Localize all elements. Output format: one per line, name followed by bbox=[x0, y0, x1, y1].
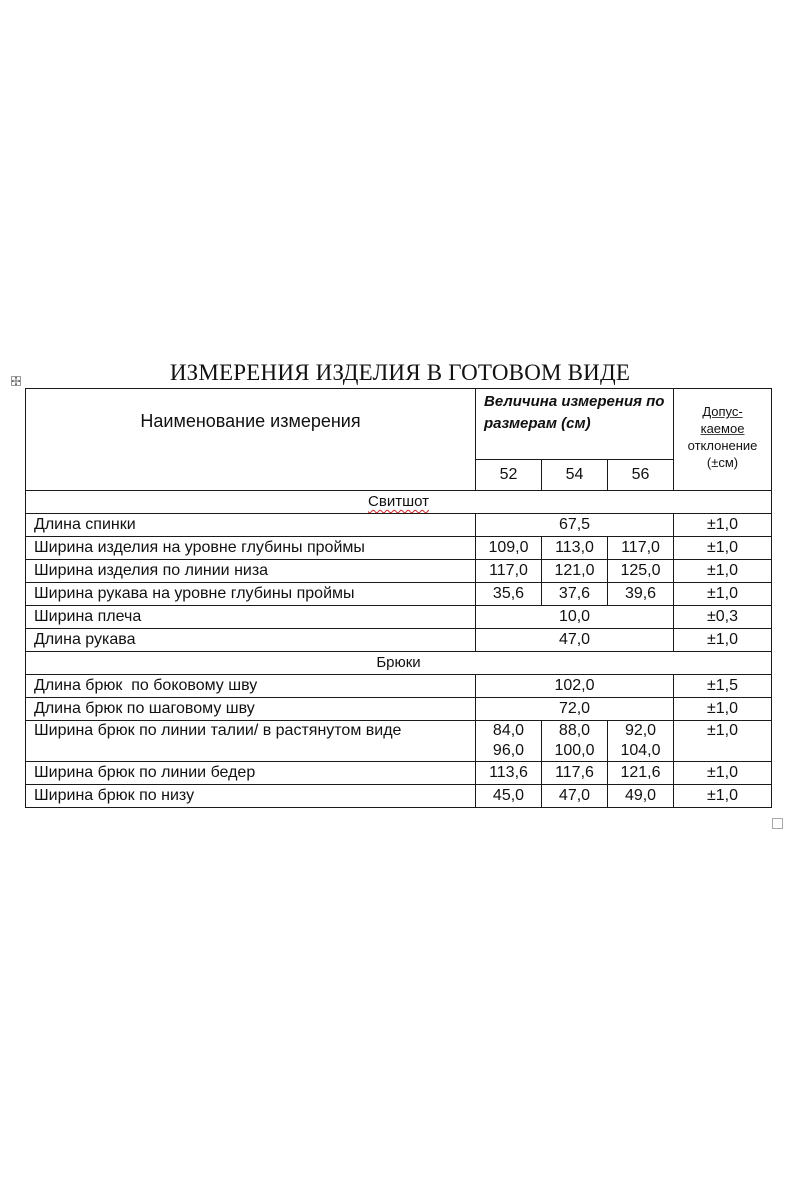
header-size-group: Величина измерения по размерам (см) bbox=[476, 389, 674, 460]
table-row bbox=[26, 721, 772, 762]
value-plain: 92,0 bbox=[624, 722, 657, 739]
table-row bbox=[26, 560, 772, 583]
table-row bbox=[26, 762, 772, 785]
measurement-value-52: 45,0 bbox=[476, 785, 542, 808]
tolerance-value: ±1,0 bbox=[674, 629, 772, 652]
header-measurement-name: Наименование измерения bbox=[26, 389, 476, 491]
measurement-name: Длина брюк по шаговому шву bbox=[26, 698, 476, 721]
measurement-value-merged: 47,0 bbox=[476, 629, 674, 652]
tolerance-value: ±1,0 bbox=[674, 583, 772, 606]
measurement-value-52: 113,6 bbox=[476, 762, 542, 785]
measurement-value-52: 109,0 bbox=[476, 537, 542, 560]
header-tolerance-line1: Допус- bbox=[702, 404, 743, 419]
measurement-value-54: 47,0 bbox=[542, 785, 608, 808]
value-stretched: 104,0 bbox=[620, 742, 661, 759]
header-tolerance-line3: отклонение bbox=[687, 438, 758, 453]
measurement-value-54: 113,0 bbox=[542, 537, 608, 560]
measurement-value-52: 35,6 bbox=[476, 583, 542, 606]
table-header-row bbox=[26, 389, 772, 460]
section-label-text: Свитшот bbox=[368, 493, 429, 510]
measurement-name: Ширина рукава на уровне глубины проймы bbox=[26, 583, 476, 606]
measurement-value-merged: 102,0 bbox=[476, 675, 674, 698]
measurement-name: Ширина плеча bbox=[26, 606, 476, 629]
measurement-name: Ширина брюк по низу bbox=[26, 785, 476, 808]
section-label bbox=[26, 491, 772, 514]
measurement-value-56: 117,0 bbox=[608, 537, 674, 560]
tolerance-value: ±1,0 bbox=[674, 560, 772, 583]
header-tolerance-line4: (±см) bbox=[706, 455, 739, 470]
tolerance-value: ±1,0 bbox=[674, 762, 772, 785]
size-56: 56 bbox=[608, 460, 674, 491]
tolerance-value: ±1,0 bbox=[674, 721, 772, 762]
measurement-value-56: 49,0 bbox=[608, 785, 674, 808]
measurement-value-56 bbox=[608, 721, 674, 762]
measurement-name: Длина спинки bbox=[26, 514, 476, 537]
size-52: 52 bbox=[476, 460, 542, 491]
measurement-value-52: 117,0 bbox=[476, 560, 542, 583]
section-row-trousers bbox=[26, 652, 772, 675]
value-stretched: 100,0 bbox=[554, 742, 595, 759]
value-plain: 88,0 bbox=[558, 722, 591, 739]
measurement-value-merged: 10,0 bbox=[476, 606, 674, 629]
tolerance-value: ±1,0 bbox=[674, 514, 772, 537]
table-row bbox=[26, 629, 772, 652]
table-row bbox=[26, 514, 772, 537]
tolerance-value: ±1,0 bbox=[674, 698, 772, 721]
section-label: Брюки bbox=[26, 652, 772, 675]
measurement-value-56: 121,6 bbox=[608, 762, 674, 785]
measurement-value-54 bbox=[542, 721, 608, 762]
measurement-value-merged: 67,5 bbox=[476, 514, 674, 537]
table-row bbox=[26, 785, 772, 808]
measurement-value-52 bbox=[476, 721, 542, 762]
tolerance-value: ±0,3 bbox=[674, 606, 772, 629]
table-row bbox=[26, 675, 772, 698]
table-move-handle-icon[interactable] bbox=[11, 376, 21, 386]
table-row bbox=[26, 698, 772, 721]
measurement-value-merged: 72,0 bbox=[476, 698, 674, 721]
measurement-value-56: 125,0 bbox=[608, 560, 674, 583]
measurement-name: Длина рукава bbox=[26, 629, 476, 652]
header-tolerance bbox=[674, 389, 772, 491]
value-plain: 84,0 bbox=[492, 722, 525, 739]
tolerance-value: ±1,0 bbox=[674, 785, 772, 808]
table-row bbox=[26, 606, 772, 629]
page-title: ИЗМЕРЕНИЯ ИЗДЕЛИЯ В ГОТОВОМ ВИДЕ bbox=[169, 360, 631, 385]
measurement-value-56: 39,6 bbox=[608, 583, 674, 606]
measurement-value-54: 37,6 bbox=[542, 583, 608, 606]
table-row bbox=[26, 583, 772, 606]
measurements-table bbox=[25, 388, 772, 808]
value-stretched: 96,0 bbox=[492, 742, 525, 759]
size-54: 54 bbox=[542, 460, 608, 491]
section-row-sweatshirt bbox=[26, 491, 772, 514]
measurement-name: Ширина брюк по линии бедер bbox=[26, 762, 476, 785]
header-tolerance-line2: каемое bbox=[700, 421, 745, 436]
table-row bbox=[26, 537, 772, 560]
measurement-name: Длина брюк по боковому шву bbox=[26, 675, 476, 698]
measurement-value-54: 121,0 bbox=[542, 560, 608, 583]
measurement-name: Ширина изделия по линии низа bbox=[26, 560, 476, 583]
move-arrows-icon bbox=[12, 377, 20, 385]
tolerance-value: ±1,5 bbox=[674, 675, 772, 698]
measurement-name: Ширина изделия на уровне глубины проймы bbox=[26, 537, 476, 560]
measurement-value-54: 117,6 bbox=[542, 762, 608, 785]
measurement-name: Ширина брюк по линии талии/ в растянутом виде bbox=[26, 721, 476, 762]
tolerance-value: ±1,0 bbox=[674, 537, 772, 560]
table-resize-handle[interactable] bbox=[772, 818, 783, 829]
